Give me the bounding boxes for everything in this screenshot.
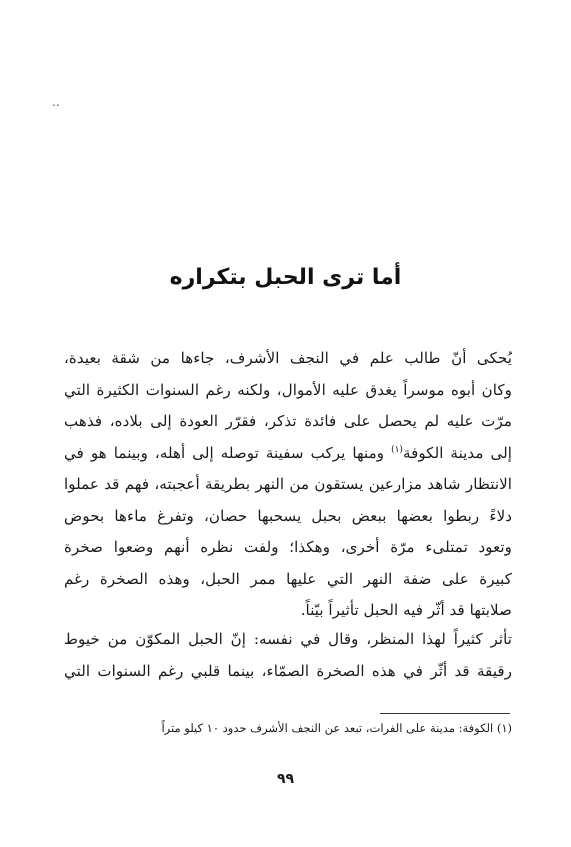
- corner-mark: ..: [52, 95, 60, 109]
- paragraph-2: [64, 624, 512, 687]
- text-line: وتعود تمتلىء مرّة أخرى، وهكذا؛ ولفت نظره أنهم وضعوا صخرة: [64, 538, 512, 556]
- text-line: الانتظار شاهد مزارعين يستقون من النهر بطريقة أعجبته، فهم قد عملوا: [64, 475, 512, 493]
- footnote-reference[interactable]: (١): [391, 444, 403, 455]
- page-number: ٩٩: [276, 771, 295, 787]
- footnote: (١) الكوفة: مدينة على الفرات، تبعد عن النجف الأشرف حدود ١٠ كيلو متراً: [161, 721, 512, 735]
- text-line: [64, 438, 512, 470]
- text-line: مرّت عليه لم يحصل على فائدة تذكر، فقرّر العودة إلى بلاده، فذهب: [64, 412, 512, 430]
- text-line: كبيرة على ضفة النهر التي عليها ممر الحبل، وهذه الصخرة رغم: [64, 569, 512, 588]
- chapter-title: أما ترى الحبل بتكراره: [169, 264, 402, 290]
- text-segment: ومنها يركب سفينة توصله إلى أهله، وبينما هو في: [64, 443, 392, 462]
- text-line: يُحكى أنّ طالب علم في النجف الأشرف، جاءها من شقة بعيدة،: [64, 349, 512, 367]
- footnote-divider: [380, 713, 510, 714]
- text-segment: إلى مدينة الكوفة: [402, 443, 512, 462]
- text-line: تأثر كثيراً لهذا المنظر، وقال في نفسه: إنّ الحبل المكوّن من خيوط: [64, 630, 512, 648]
- text-line: وكان أبوه موسراً يغدق عليه الأموال، ولكنه رغم السنوات الكثيرة التي: [64, 380, 512, 399]
- text-line: صلابتها قد أثّر فيه الحبل تأثيراً بيّناً.: [300, 601, 512, 619]
- text-line: رقيقة قد أثّر في هذه الصخرة الصمّاء، بينما قلبي رغم السنوات التي: [64, 661, 512, 680]
- text-line: دلاءً ربطوا بعضها ببعض بحبل يسحبها حصان، وتفرغ ماءها بحوض: [64, 506, 512, 525]
- paragraph-1: [64, 343, 512, 627]
